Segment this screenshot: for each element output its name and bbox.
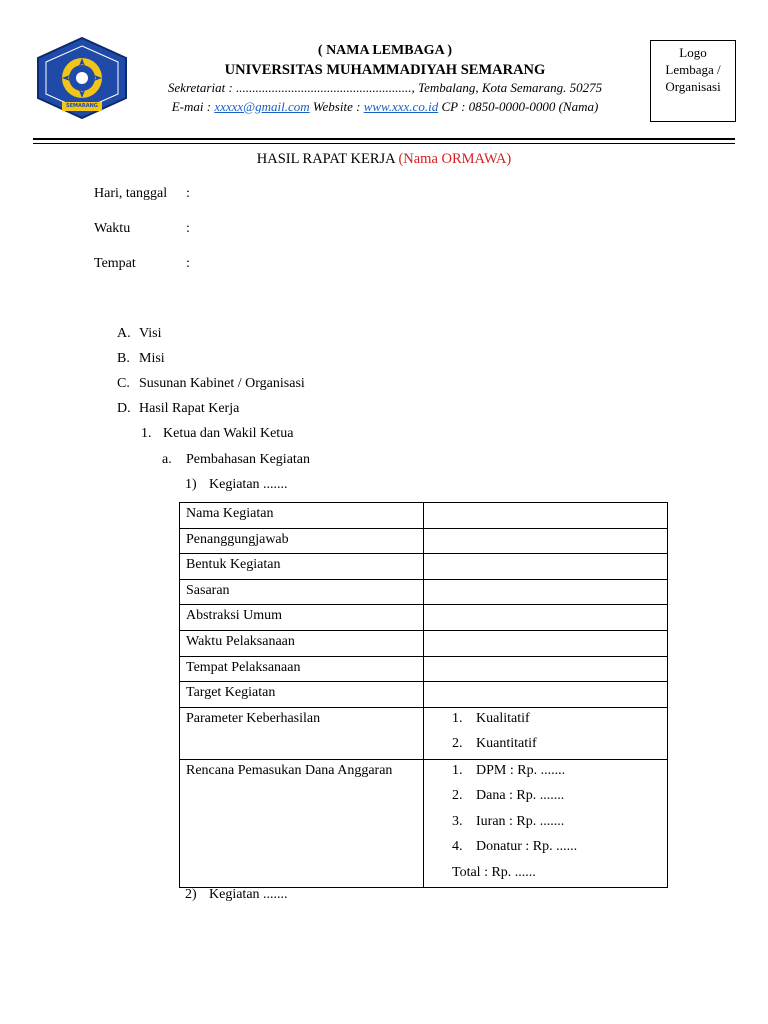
- university-name: UNIVERSITAS MUHAMMADIYAH SEMARANG: [224, 61, 546, 78]
- table-cell-empty[interactable]: [424, 630, 668, 656]
- dana-total: Total : Rp. ......: [452, 864, 536, 880]
- table-row: Nama Kegiatan: [180, 503, 668, 529]
- address-line: Sekretariat : ......................................................, Tembalang, Kota Semarang. 50275: [167, 80, 603, 95]
- document-title: HASIL RAPAT KERJA (Nama ORMAWA): [256, 151, 512, 167]
- kegiatan-table: [179, 502, 668, 888]
- table-cell-empty[interactable]: [424, 682, 668, 708]
- letterhead: [140, 42, 630, 116]
- table-row: Abstraksi Umum: [180, 605, 668, 631]
- table-cell-empty[interactable]: [424, 656, 668, 682]
- header-divider-thin: [33, 143, 735, 144]
- header-divider: [33, 138, 735, 140]
- table-row: Sasaran: [180, 579, 668, 605]
- table-row-dana: Rencana Pemasukan Dana Anggaran 1. DPM : Rp. ....... 2. Dana : Rp. ....... 3. Iuran : Rp. ....... 4. Donatur : Rp. ...... Total : Rp. ......: [180, 759, 668, 888]
- table-cell-empty[interactable]: [424, 579, 668, 605]
- table-cell-empty[interactable]: [424, 528, 668, 554]
- table-cell-empty[interactable]: [424, 503, 668, 529]
- website-link[interactable]: www.xxx.co.id: [363, 98, 439, 114]
- dana-list: 1. DPM : Rp. ....... 2. Dana : Rp. ....... 3. Iuran : Rp. ....... 4. Donatur : Rp. ...... Total : Rp. ......: [424, 759, 668, 888]
- parameter-list: 1. Kualitatif 2. Kuantitatif: [424, 707, 668, 759]
- organization-logo-placeholder: Logo Lembaga / Organisasi: [650, 40, 736, 122]
- org-name: ( NAMA LEMBAGA ): [317, 43, 453, 58]
- logo-bottom-text: SEMARANG: [66, 103, 98, 109]
- table-cell-empty[interactable]: [424, 605, 668, 631]
- email-link[interactable]: xxxxx@gmail.com: [214, 98, 310, 114]
- table-row: Tempat Pelaksanaan: [180, 656, 668, 682]
- table-row-parameter: Parameter Keberhasilan 1. Kualitatif 2. Kuantitatif: [180, 707, 668, 759]
- table-cell-empty[interactable]: [424, 554, 668, 580]
- table-row: Target Kegiatan: [180, 682, 668, 708]
- table-row: Waktu Pelaksanaan: [180, 630, 668, 656]
- table-row: Bentuk Kegiatan: [180, 554, 668, 580]
- contact-line: E-mai : xxxxx@gmail.com Website : www.xxx.co.id CP : 0850-0000-0000 (Nama): [171, 98, 599, 114]
- table-row: Penanggungjawab: [180, 528, 668, 554]
